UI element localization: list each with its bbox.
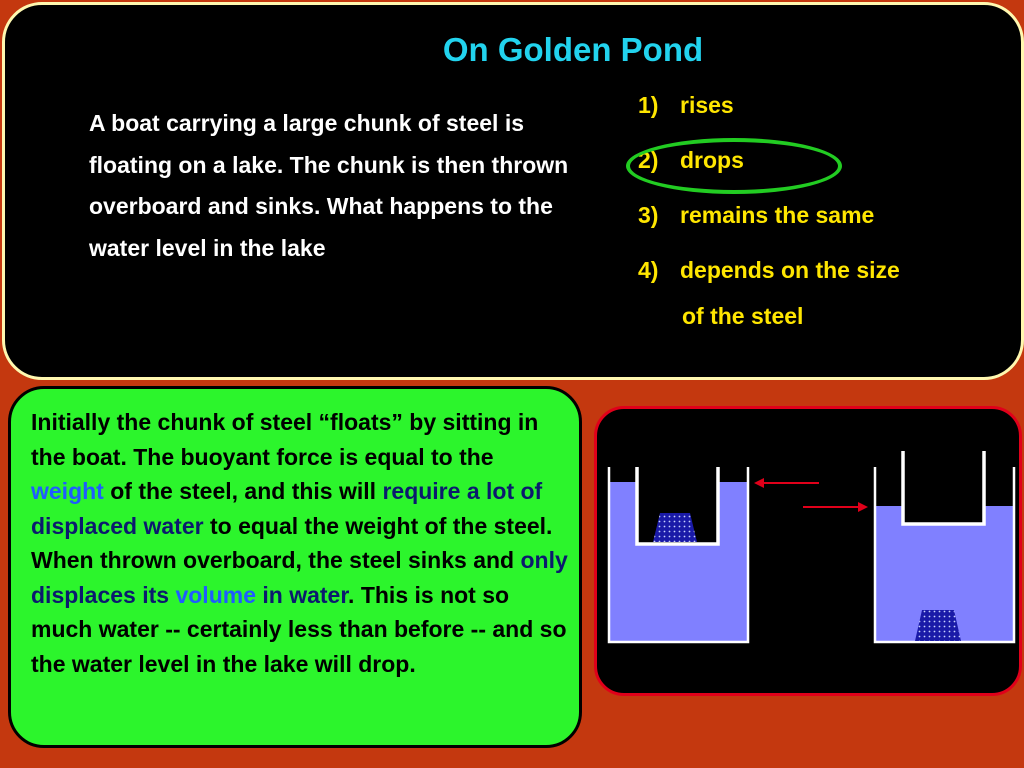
explanation-part: . This is not so much water -- certainly less than before -- and so the water level in the lake will drop.: [31, 581, 567, 677]
choice-1[interactable]: [638, 92, 734, 119]
choice-number: 3): [638, 202, 659, 228]
choice-label: rises: [680, 92, 734, 118]
choice-label: remains the same: [680, 202, 875, 228]
choice-4[interactable]: [638, 257, 900, 284]
steel-in-boat: [653, 513, 697, 542]
question-text: A boat carrying a large chunk of steel is floating on a lake. The chunk is then thrown overboard and sinks. What happens to the water level in the lake: [89, 110, 569, 261]
choice-label: drops: [680, 147, 744, 173]
weight-keyword: weight: [31, 478, 104, 504]
explanation-text: [31, 405, 571, 681]
choice-3[interactable]: [638, 202, 874, 229]
volume-keyword: volume: [175, 581, 256, 608]
right-boat-hull: [903, 453, 984, 524]
explanation-panel: [8, 386, 582, 748]
boat-diagram: [597, 409, 1019, 693]
answer-highlight-ellipse: [626, 138, 842, 194]
displaced-water-keyword: require a lot of displaced water: [31, 478, 543, 539]
in-water-keyword: in water: [256, 581, 349, 608]
right-arrowhead: [858, 502, 868, 512]
explanation-part: Initially the chunk of steel “floats” by sitting in the boat. The buoyant force is equal to the: [31, 409, 539, 470]
choice-label: depends on the size: [680, 257, 900, 283]
slide-title: On Golden Pond: [442, 31, 704, 68]
explanation-part: to equal the weight of the steel. When thrown overboard, the steel sinks and: [31, 512, 553, 573]
choice-number: 1): [638, 92, 659, 118]
question-panel: [2, 2, 1024, 380]
explanation-part: of the steel, and this will: [103, 478, 383, 504]
choice-4-continuation: of the steel: [682, 303, 804, 329]
steel-on-bottom: [915, 610, 961, 641]
choice-number: 4): [638, 257, 659, 283]
only-displaces-keyword: only displaces its: [31, 547, 568, 608]
diagram-panel: [594, 406, 1022, 696]
choice-number: 2): [638, 147, 659, 173]
left-arrowhead: [754, 478, 764, 488]
